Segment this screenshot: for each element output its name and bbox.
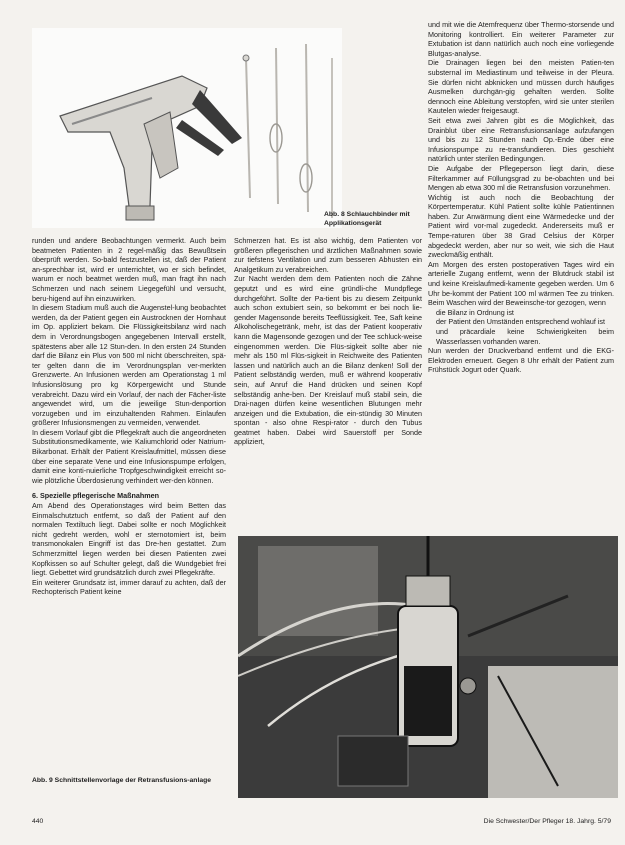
paragraph: Wichtig ist auch noch die Beobachtung der Körpertemperatur. Kühl Patient sollte kühle Patientinnen haben. Zur Anwärmung dient eine Wärmedecke und der Patient wird vor-mal zugedeckt. Andererseits muß er Tempe-raturen über 38 Grad Celsius der Körper abgedeckt werden, aber nur so weit, wie sich die Haut zweckmäßig enthält. [428, 192, 614, 260]
paragraph: Die Drainagen liegen bei den meisten Patien-ten substernal im Mediastinum und teilweise in der Pleura. Sie dürfen nicht abknicken und müssen durch häufiges Ausmelken durchgän-gig gehalten werden. Sollte dennoch eine Ableitung verstopfen, wird sie unter sterilen Kautelen wieder freigesaugt. [428, 58, 614, 116]
page-number: 440 [32, 818, 44, 825]
middle-column [234, 236, 422, 447]
paragraph: Ein weiterer Grundsatz ist, immer darauf zu achten, daß der Rechopterisch Patient keine [32, 577, 226, 597]
figure-9-text: Schnittstellenvorlage der Retransfusions-anlage [54, 777, 212, 784]
paragraph: und mit wie die Atemfrequenz über Thermo-storsende und Monitoring kontrolliert. Ein weiterer Parameter zur Extubation ist dann natürlich auch noch eine vorliegende Blutgas-analyse. [428, 20, 614, 58]
paragraph: runden und andere Beobachtungen vermerkt. Auch beim beatmeten Patienten in 2 regel-mäßig das Bewußtsein überprüft werden. So-bald festzustellen ist, daß der Patient an-sprechbar ist, wird er unterrichtet, wo er sich befindet, warum er noch beatmet werden muß, man fragt ihn nach Schmerzen und nach seinem Liegegefühl und versucht, beru-higend auf ihn einzuwirken. [32, 236, 226, 303]
paragraph: Nun werden der Druckverband entfernt und die EKG-Elektroden erneuert. Gegen 8 Uhr erhält der Patient zum Frühstück Jogurt oder Quark. [428, 346, 614, 375]
retransfusion-apparatus-illustration [238, 536, 618, 798]
left-column [32, 236, 226, 597]
bullet-item: und präcardiale keine Schwierigkeiten beim Wasserlassen vorhanden waren. [436, 327, 614, 346]
journal-reference: Die Schwester/Der Pfleger 18. Jahrg. 5/79 [483, 818, 611, 825]
paragraph: Am Abend des Operationstages wird beim Betten das Einmalschutztuch entfernt, so daß der Patient auf den normalen Textiltuch liegt. Dabei sollte er noch Möglichkeit nicht gedreht werden, wohl er sternotomiert ist, beim transmonokalen Eingriff ist das Dre-hen gestattet. Zum Schmerzmittel liegen werden bei diesen Patienten zwei Kopfkissen so auf Schulter gelegt, daß die Wundgebiet frei liegt. Gebettet wird grundsätzlich durch zwei Pflegekräfte. [32, 501, 226, 578]
paragraph: Die Aufgabe der Pflegeperson liegt darin, diese Filterkammer auf Füllungsgrad zu be-obachten und bei Mengen ab etwa 300 ml die Retransfusion vorzunehmen. [428, 163, 614, 193]
bullet-item: der Patient den Umständen entsprechend wohlauf ist [436, 317, 606, 327]
paragraph: In diesem Vorlauf gibt die Pflegekraft auch die angeordneten Substitutionsmedikamente, wie Kaliumchlorid oder Natrium-Bikarbonat. Erhält der Patient Kreislaufmittel, müssen diese über eine separate Vene und eine Infusionspumpe erfolgen, damit eine konti-nuierliche Tropfgeschwindigkeit erreicht so-wie plötzliche Überdosierung verhindert wer-den können. [32, 427, 226, 485]
right-column-top [428, 20, 614, 375]
bullet-item: die Bilanz in Ordnung ist [436, 307, 514, 317]
paragraph: Am Morgen des ersten postoperativen Tages wird ein arterielle Zugang entfernt, wenn der Blutdruck stabil ist und keine Kreislaufmedi-kamente gegeben werden. Um 6 Uhr be-kommt der Patient 100 ml wärmen Tee zu trinken. Beim Waschen wird der Beweinsche-tor gezogen, wenn [428, 259, 614, 308]
figure-8-text: Schlauchbinder mit Applikationsgerät [324, 211, 410, 227]
bottom-photo [238, 536, 618, 798]
figure-8-label: Abb. 8 [324, 211, 345, 218]
top-photo [32, 28, 342, 228]
figure-9-label: Abb. 9 [32, 777, 53, 784]
paragraph: In diesem Stadium muß auch die Augenstel-lung beobachtet werden, da der Patient gegen ein Austrocknen der Hornhaut im Op. appliziert bekam. Die Flüssigkeitsbilanz wird nach dem in Verordnungsbogen angegebenen Intervall erstellt, spätestens aber alle 12 Stun-den. In den ersten 24 Stunden darf die Bilanz ein Plus von 500 ml nicht überschreiten, spä-ter gelten dann die im Verordnungsplan ver-merkten Grenzwerte. An Infusionen werden am Operationstag 1 ml Infusionslösung pro kg Körpergewicht und Stunde verabreicht. Dazu wird ein Vorlauf, der nach der Fächer-liste angewendet wird, um die jeweilige Stun-denportion vorzugeben und im einzuhaltenden Rahmen. Einlaufen größerer Infusionsmengen zu vermeiden, verwendet. [32, 303, 226, 428]
paragraph: Seit etwa zwei Jahren gibt es die Möglichkeit, das Drainblut über eine Retransfusionsanlage aufzufangen und bis zu 12 Stunden nach Op.-Ende über eine Infusionspumpe zu re-transfundieren. Dies geschieht natürlich unter sterilen Bedingungen. [428, 115, 614, 164]
section-heading: 6. Spezielle pflegerische Maßnahmen [32, 491, 160, 501]
figure-8-caption [324, 210, 434, 228]
paragraph: Schmerzen hat. Es ist also wichtig, dem Patienten vor größeren pflegerischen und ärztlichen Maßnahmen sowie zur tiefstens Ventilation und zum besseren Abhusten ein Analgetikum zu verabreichen. [234, 236, 422, 274]
paragraph: Zur Nacht werden dem dem Patienten noch die Zähne geputzt und es wird eine gründli-che Mundpflege durchgeführt. Sollte der Pa-tient bis zu diesem Zeitpunkt auch schon extubiert sein, so bekommt er bei noch lie-gender Magensonde bereits Teeflüssigkeit. Tee, Saft keine Alkoholischegetränk, mehr, ist das der Patient kooperativ kann die Magensonde gezogen und der Tee schluck-weise eingenommen werden. Die Flüs-sigkeit sollte aber nie mehr als 150 ml Flüs-sigkeit in Reichweite des Patienten lassen und natürlich auch an die Bilanz denken! Soll der Patient selbständig werden, muß er während kooperativ sein, auf Anruf die Hand drücken und seinen Kopf selbständig anhe-ben. Der Kreislauf muß stabil sein, die Drai-nagen dürfen keine wesentlichen Blutungen mehr anzeigen und die Extubation, die ein-stündig 30 Minuten spontan - also ohne Respi-rator - durch den Tubus geatmet haben. Dabei wird Sauerstoff per Sonde appliziert, [234, 274, 422, 447]
staple-gun-illustration [32, 28, 342, 228]
figure-9-caption [32, 776, 232, 785]
